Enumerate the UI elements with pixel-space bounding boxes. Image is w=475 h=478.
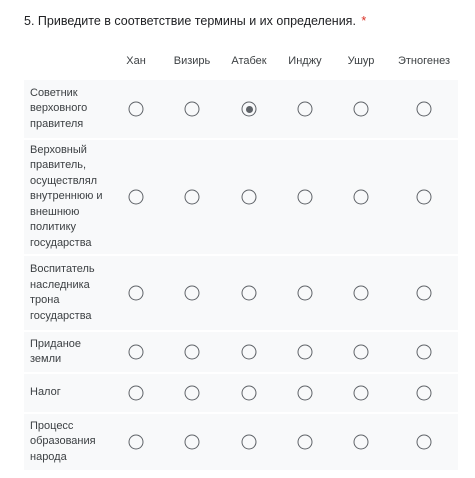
column-header: Этногенез	[397, 55, 451, 67]
radio-button[interactable]	[298, 190, 313, 205]
radio-button[interactable]	[417, 190, 432, 205]
radio-button[interactable]	[129, 386, 144, 401]
radio-button[interactable]	[242, 190, 257, 205]
required-asterisk: *	[361, 14, 367, 28]
radio-button[interactable]	[242, 345, 257, 360]
radio-button[interactable]	[129, 190, 144, 205]
row-label: Воспитатель наследника трона государства	[30, 263, 95, 322]
radio-button[interactable]	[185, 345, 200, 360]
radio-button[interactable]	[185, 286, 200, 301]
row-label: Приданое земли	[30, 337, 82, 365]
radio-button[interactable]	[354, 386, 369, 401]
column-header: Атабек	[231, 55, 267, 67]
grid-row	[24, 414, 458, 470]
question-title	[24, 14, 366, 28]
column-header: Визирь	[173, 55, 211, 67]
radio-button[interactable]	[298, 102, 313, 117]
radio-button[interactable]	[242, 286, 257, 301]
radio-button[interactable]	[354, 102, 369, 117]
radio-button[interactable]	[129, 102, 144, 117]
radio-button[interactable]	[417, 102, 432, 117]
radio-button[interactable]	[185, 102, 200, 117]
radio-button[interactable]	[129, 435, 144, 450]
radio-button[interactable]	[354, 435, 369, 450]
radio-button[interactable]	[242, 102, 257, 117]
radio-button[interactable]	[354, 345, 369, 360]
row-label: Верховный правитель, осуществлял внутреннюю и внешнюю политику государства	[30, 143, 103, 249]
column-header: Инджу	[288, 55, 322, 67]
grid-row	[24, 374, 458, 412]
radio-button[interactable]	[185, 435, 200, 450]
radio-button[interactable]	[417, 286, 432, 301]
column-header: Ушур	[347, 55, 375, 67]
row-label: Процесс образования народа	[30, 419, 96, 463]
question-title-text: 5. Приведите в соответствие термины и их определения.	[24, 14, 356, 28]
row-label: Советник верховного правителя	[30, 86, 88, 130]
radio-button[interactable]	[417, 435, 432, 450]
radio-button[interactable]	[298, 286, 313, 301]
grid-row	[24, 256, 458, 330]
radio-button[interactable]	[242, 435, 257, 450]
grid-row	[24, 80, 458, 138]
radio-button[interactable]	[298, 435, 313, 450]
radio-button[interactable]	[417, 386, 432, 401]
row-label: Налог	[30, 386, 61, 399]
column-header: Хан	[126, 55, 146, 67]
radio-button[interactable]	[354, 286, 369, 301]
radio-button[interactable]	[298, 386, 313, 401]
grid-row	[24, 332, 458, 372]
radio-button[interactable]	[185, 190, 200, 205]
grid-row	[24, 140, 458, 254]
radio-button[interactable]	[298, 345, 313, 360]
radio-button[interactable]	[129, 286, 144, 301]
radio-button[interactable]	[354, 190, 369, 205]
radio-button[interactable]	[129, 345, 144, 360]
radio-button[interactable]	[242, 386, 257, 401]
radio-button[interactable]	[185, 386, 200, 401]
radio-button[interactable]	[417, 345, 432, 360]
